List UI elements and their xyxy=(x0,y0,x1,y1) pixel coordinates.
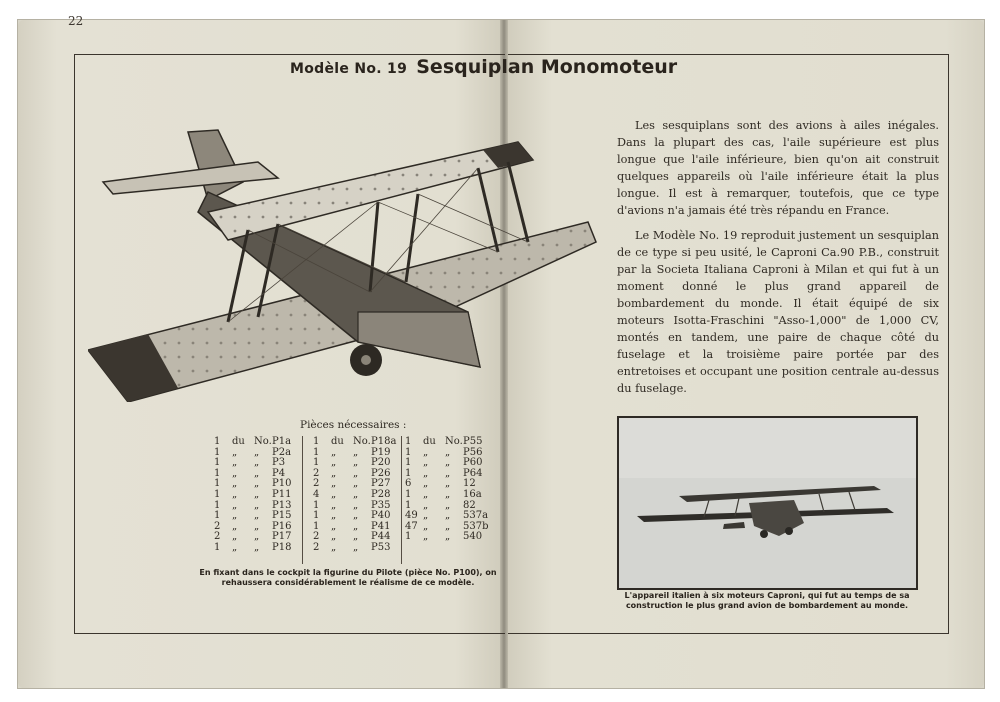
parts-row: 2 „ „ P44 xyxy=(313,531,391,543)
parts-row: 1 „ „ P19 xyxy=(313,446,391,458)
page-title xyxy=(290,56,677,78)
model-number: Modèle No. 19 xyxy=(290,61,408,77)
parts-row: 1 du No. P1a xyxy=(214,436,292,447)
parts-column-divider xyxy=(401,436,402,564)
parts-row: 1 „ „ P40 xyxy=(313,510,391,522)
parts-row: 1 „ „ P10 xyxy=(214,478,292,490)
parts-row: 2 „ „ P17 xyxy=(214,531,292,543)
parts-row: 47 „ „ 537b xyxy=(405,520,489,532)
parts-column-1 xyxy=(214,437,304,554)
paragraph: Les sesquiplans sont des avions à ailes inégales. Dans la plupart des cas, l'aile supérieure est plus longue que l'aile inférieure, bien qu'on ait construit quelques appareils où l'aile inférieure était la plus longue. Il est à remarquer, toutefois, que ce type d'avions n'a jamais été très répandu en France. xyxy=(617,119,939,217)
caproni-photo xyxy=(617,416,918,590)
parts-row: 1 „ „ P13 xyxy=(214,499,292,511)
parts-row: 1 „ „ 540 xyxy=(405,531,483,543)
parts-column-divider xyxy=(302,436,303,564)
parts-row: 1 du No. P55 xyxy=(405,436,483,447)
parts-row: 1 „ „ P4 xyxy=(214,467,286,479)
parts-column-3 xyxy=(405,437,495,543)
parts-row: 2 „ „ P27 xyxy=(313,478,391,490)
parts-row: 1 „ „ P2a xyxy=(214,446,292,458)
photo-caption: L'appareil italien à six moteurs Caproni, qui fut au temps de sa construction le plus grand avion de bombardement au monde. xyxy=(624,591,910,610)
parts-row: 1 du No. P18a xyxy=(313,436,397,447)
page-number: 22 xyxy=(68,14,84,28)
parts-row: 2 „ „ P16 xyxy=(214,520,292,532)
parts-row: 1 „ „ P15 xyxy=(214,510,292,522)
parts-row: 1 „ „ P18 xyxy=(214,541,292,553)
parts-row: 1 „ „ P11 xyxy=(214,488,292,500)
parts-row: 49 „ „ 537a xyxy=(405,510,489,522)
paragraph: Le Modèle No. 19 reproduit justement un sesquiplan de ce type si peu usité, le Caproni Ca.90 P.B., construit par la Societa Italiana Caproni à Milan et qui fut à un moment donné le plus grand appareil de bombardement du monde. Il était équipé de six moteurs Isotta-Fraschini "Asso-1,000" de 1,000 CV, montés en tandem, une paire de chaque côté du fuselage et la troisième paire portée par des entretoises et occupant une position centrale au-dessus du fuselage. xyxy=(617,229,939,395)
article-text xyxy=(617,117,939,405)
aircraft-photo-illustration xyxy=(619,418,916,588)
meccano-model-illustration xyxy=(88,112,608,402)
parts-row: 1 „ „ P56 xyxy=(405,446,483,458)
model-name: Sesquiplan Monomoteur xyxy=(416,56,678,78)
parts-row: 1 „ „ P20 xyxy=(313,457,391,469)
parts-row: 1 „ „ P41 xyxy=(313,520,391,532)
parts-row: 4 „ „ P28 xyxy=(313,488,391,500)
parts-row: 1 „ „ P64 xyxy=(405,467,483,479)
parts-row: 1 „ „ P35 xyxy=(313,499,391,511)
parts-row: 1 „ „ 16a xyxy=(405,488,482,500)
parts-row: 2 „ „ P26 xyxy=(313,467,391,479)
parts-row: 1 „ „ P60 xyxy=(405,457,483,469)
parts-row: 1 „ „ P3 xyxy=(214,457,286,469)
parts-heading: Pièces nécessaires : xyxy=(300,419,407,431)
pilot-figure-note: En fixant dans le cockpit la figurine du Pilote (pièce No. P100), on rehaussera considérablement le réalisme de ce modèle. xyxy=(199,568,497,587)
parts-column-2 xyxy=(313,437,403,554)
parts-row: 2 „ „ P53 xyxy=(313,541,391,553)
parts-row: 1 „ „ 82 xyxy=(405,499,476,511)
parts-row: 6 „ „ 12 xyxy=(405,478,476,490)
